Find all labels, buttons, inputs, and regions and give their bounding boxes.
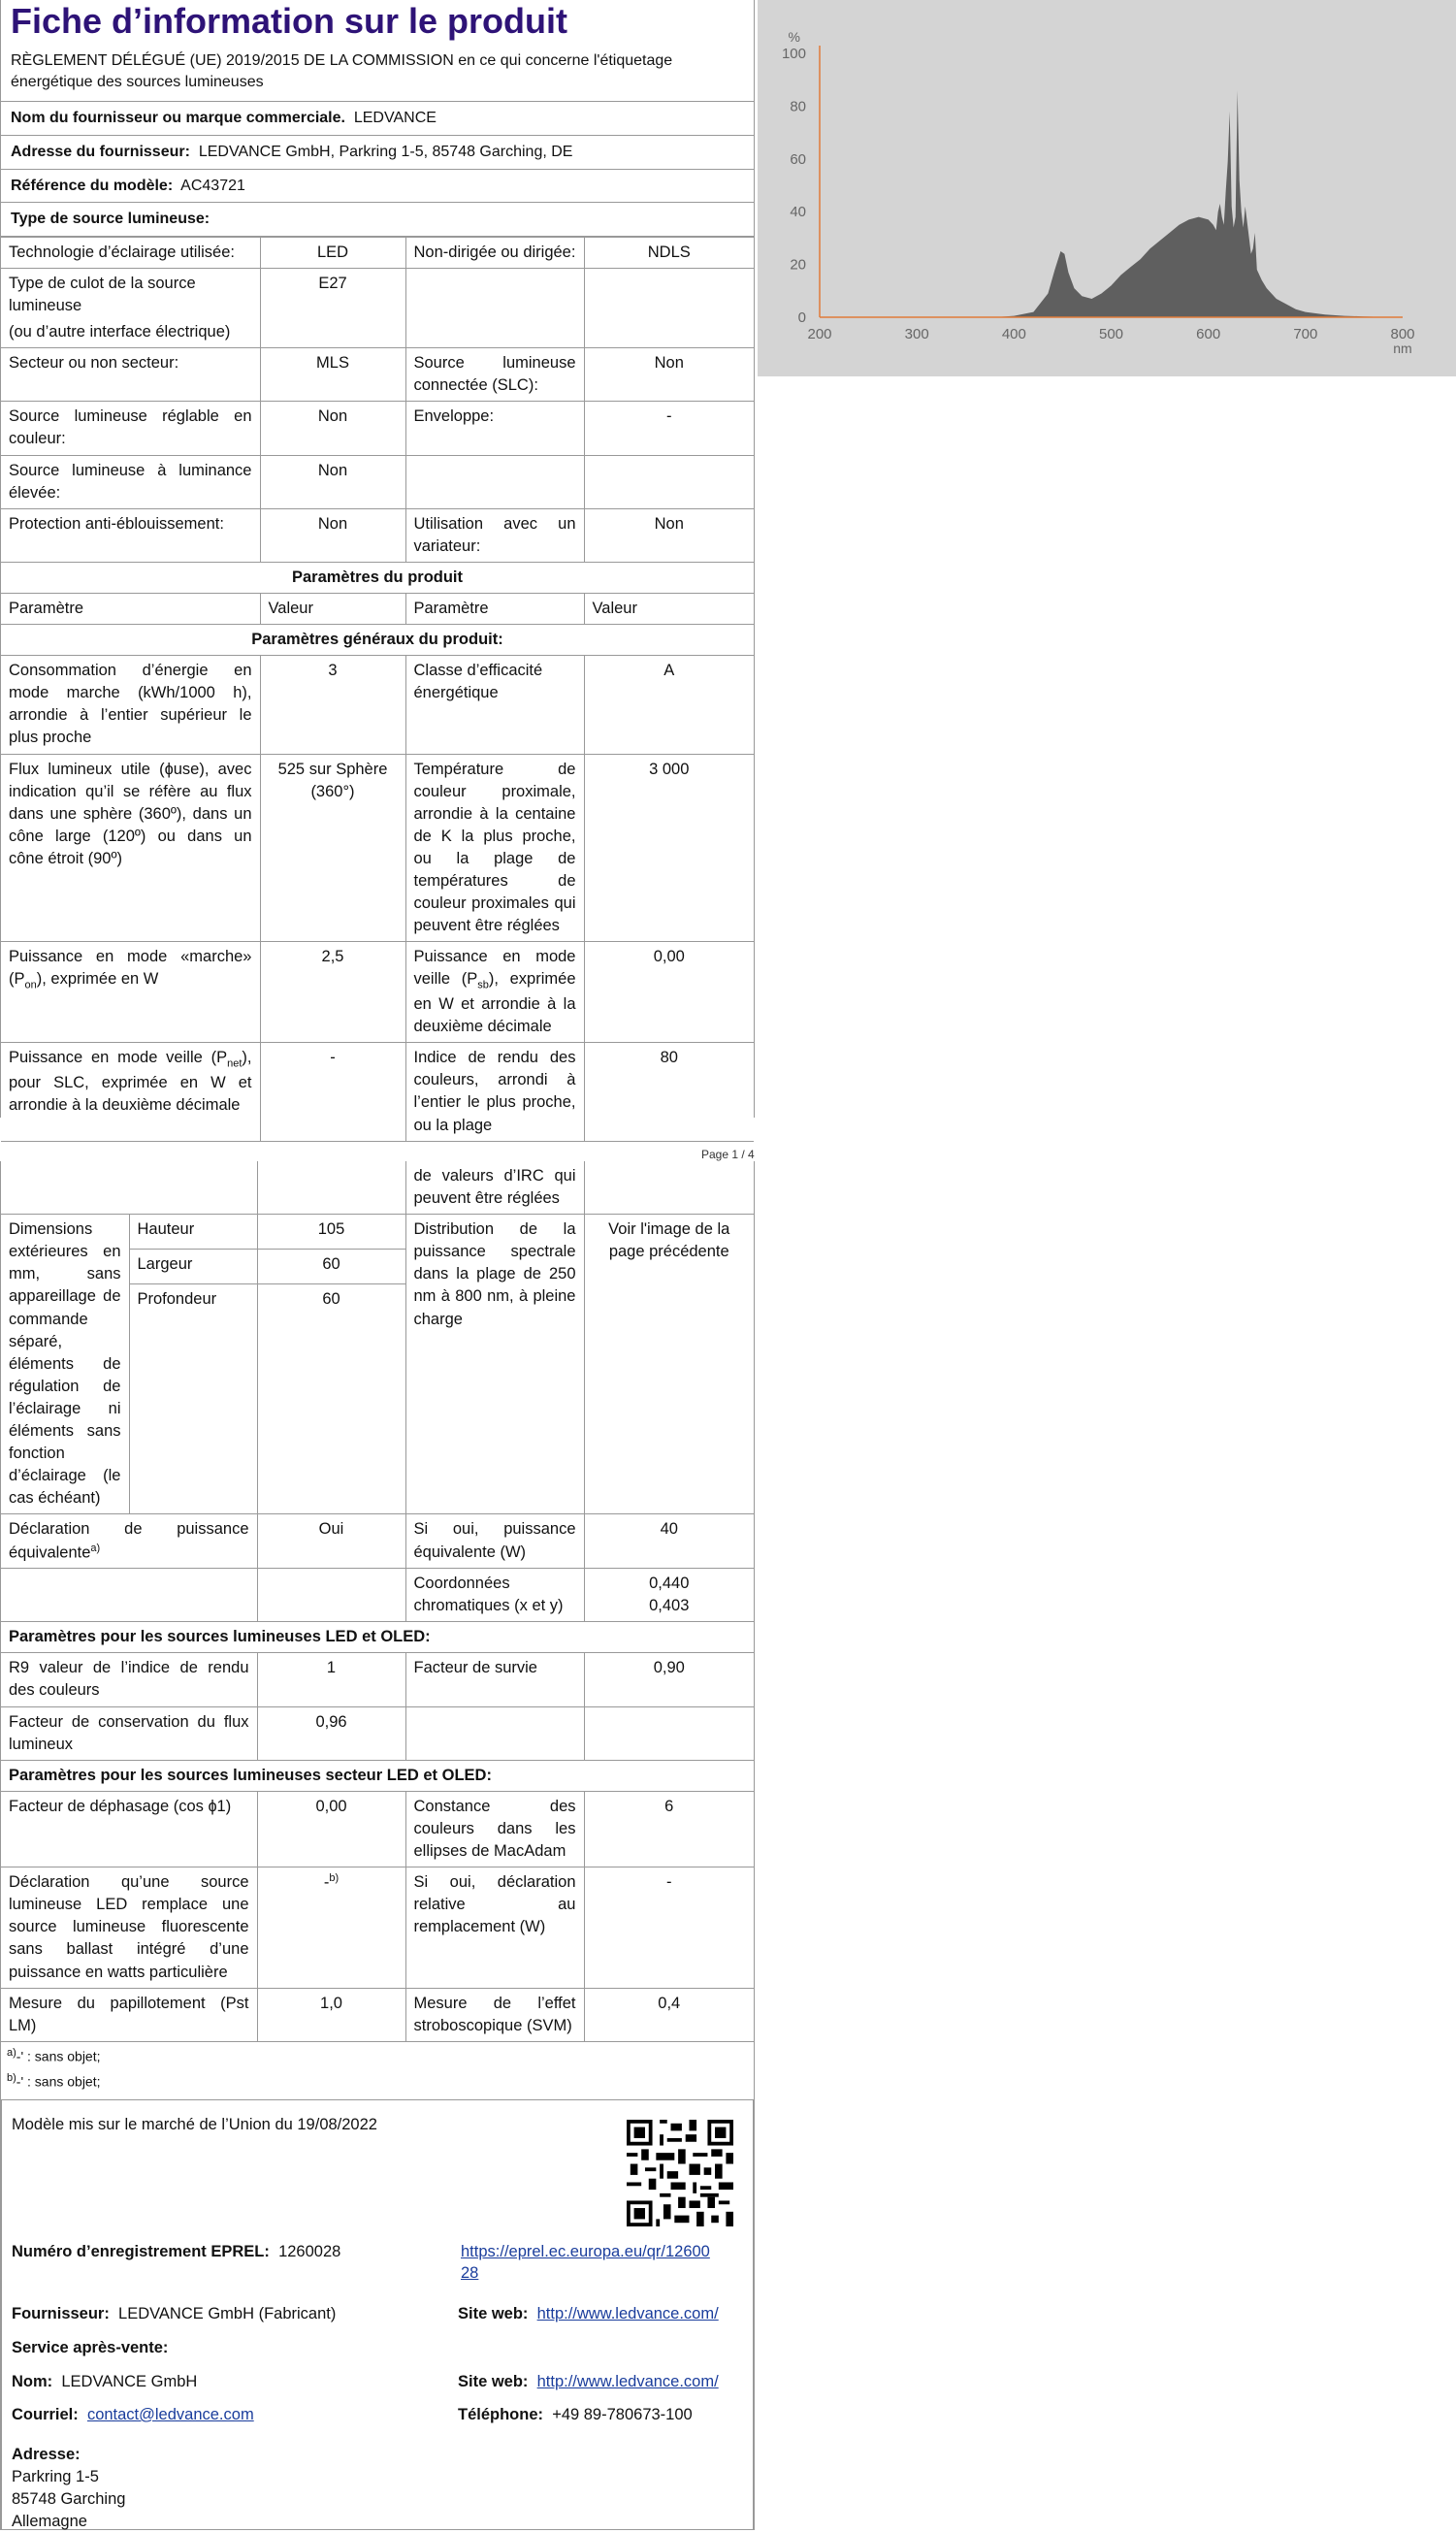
replacement-sup: b) xyxy=(329,1872,340,1885)
macadam-value: 6 xyxy=(584,1791,754,1867)
equivalent-power-label xyxy=(1,1514,257,1569)
table-row xyxy=(1,237,754,268)
qr-code-icon xyxy=(627,2120,733,2226)
column-header: Valeur xyxy=(584,593,754,624)
x-tick-label: 800 xyxy=(1390,326,1415,342)
table-cell xyxy=(584,1706,754,1760)
standby-power-value: 0,00 xyxy=(584,942,754,1043)
lumen-maintenance-label: Facteur de conservation du flux lumineux xyxy=(1,1706,257,1760)
table-cell: Non xyxy=(260,455,405,508)
x-tick-label: 400 xyxy=(1001,326,1026,342)
height-value: 105 xyxy=(257,1215,405,1250)
table-row xyxy=(1,508,754,562)
table-cell xyxy=(584,268,754,347)
equivalent-watt-value: 40 xyxy=(584,1514,754,1569)
column-header: Paramètre xyxy=(405,593,584,624)
market-date-text: Modèle mis sur le marché de l’Union du 19/08/2022 xyxy=(12,2115,377,2133)
networked-standby-label xyxy=(1,1043,260,1141)
consumption-value: 3 xyxy=(260,656,405,754)
macadam-label: Constance des couleurs dans les ellipses de MacAdam xyxy=(405,1791,584,1867)
flux-value: 525 sur Sphère (360°) xyxy=(260,754,405,942)
table-row xyxy=(1,348,754,402)
phone-label: Téléphone: xyxy=(458,2405,544,2423)
replacement-power-value: - xyxy=(584,1867,754,1988)
table-cell: Technologie d’éclairage utilisée: xyxy=(1,237,260,268)
x-tick-label: 200 xyxy=(807,326,832,342)
r9-value: 1 xyxy=(257,1653,405,1706)
equivalent-watt-label: Si oui, puissance équivalente (W) xyxy=(405,1514,584,1569)
networked-standby-value: - xyxy=(260,1043,405,1141)
dimensions-label: Dimensions extérieures en mm, sans appareillage de commande séparé, éléments de régulation de l’éclairage ni éléments sans fonction d’éclairage (le cas échéant) xyxy=(1,1215,129,1514)
footnotes xyxy=(1,2042,754,2095)
website-link[interactable]: http://www.ledvance.com/ xyxy=(536,2304,719,2322)
address-label: Adresse: xyxy=(12,2445,81,2463)
chromaticity-label: Coordonnées chromatiques (x et y) xyxy=(405,1569,584,1622)
chromaticity-x: 0,440 xyxy=(649,1575,690,1593)
table-row xyxy=(1,1622,754,1653)
table-row xyxy=(1,1215,754,1250)
table-cell: Source lumineuse connectée (SLC): xyxy=(405,348,584,402)
cct-value: 3 000 xyxy=(584,754,754,942)
table-cell: Protection anti-éblouissement: xyxy=(1,508,260,562)
supplier-address-value: LEDVANCE GmbH, Parkring 1-5, 85748 Garching, DE xyxy=(198,143,573,160)
supplier-name-row xyxy=(1,102,754,136)
table-row xyxy=(1,1988,754,2041)
table-cell: Non xyxy=(260,508,405,562)
y-tick-label: 40 xyxy=(790,204,806,221)
website-label: Site web: xyxy=(458,2304,529,2322)
table-row xyxy=(1,1043,754,1141)
eprel-row xyxy=(12,2241,340,2262)
address-block xyxy=(12,2444,125,2533)
depth-value: 60 xyxy=(257,1284,405,1514)
on-power-label xyxy=(1,942,260,1043)
footnote-a xyxy=(7,2046,748,2066)
table-cell xyxy=(405,268,584,347)
table-cell: LED xyxy=(260,237,405,268)
spd-label: Distribution de la puissance spectrale dans la plage de 250 nm à 800 nm, à pleine charge xyxy=(405,1215,584,1514)
table-cell xyxy=(1,268,260,347)
footer-box xyxy=(1,2099,754,2530)
email-label: Courriel: xyxy=(12,2405,79,2423)
table-row xyxy=(1,562,754,593)
chromaticity-y: 0,403 xyxy=(649,1597,690,1615)
standby-power-label-a: Puissance en mode veille (P xyxy=(413,948,576,989)
replacement-value xyxy=(257,1867,405,1988)
table-row xyxy=(1,942,754,1043)
table-cell xyxy=(257,1161,405,1215)
width-label: Largeur xyxy=(129,1250,257,1284)
address-line: 85748 Garching xyxy=(12,2490,126,2509)
table-row xyxy=(1,402,754,455)
eprel-value: 1260028 xyxy=(278,2242,341,2260)
height-label: Hauteur xyxy=(129,1215,257,1250)
survival-label: Facteur de survie xyxy=(405,1653,584,1706)
page-number: Page 1 / 4 xyxy=(701,1148,755,1161)
table-cell: Non-dirigée ou dirigée: xyxy=(405,237,584,268)
lumen-maintenance-value: 0,96 xyxy=(257,1706,405,1760)
x-tick-label: 600 xyxy=(1196,326,1221,342)
source-type-heading-text: Type de source lumineuse: xyxy=(11,211,210,228)
table-row xyxy=(1,1706,754,1760)
phone-value: +49 89-780673-100 xyxy=(552,2405,693,2423)
table-cell: E27 xyxy=(260,268,405,347)
table-cell: NDLS xyxy=(584,237,754,268)
table-cell xyxy=(405,455,584,508)
supplier-label: Fournisseur: xyxy=(12,2304,110,2322)
y-tick-label: 60 xyxy=(790,150,806,168)
column-header: Paramètre xyxy=(1,593,260,624)
cosphi-label: Facteur de déphasage (cos ɸ1) xyxy=(1,1791,257,1867)
networked-standby-label-a: Puissance en mode veille (P xyxy=(9,1049,228,1067)
cri-value: 80 xyxy=(584,1043,754,1141)
eprel-link[interactable]: https://eprel.ec.europa.eu/qr/1260028 xyxy=(461,2242,710,2283)
equivalent-power-label-text: Déclaration de puissance équivalente xyxy=(9,1520,249,1561)
replacement-power-label: Si oui, déclaration relative au remplacement (W) xyxy=(405,1867,584,1988)
on-power-label-b: ), exprimée en W xyxy=(36,970,159,989)
cri-label: Indice de rendu des couleurs, arrondi à l’entier le plus proche, ou la plage xyxy=(405,1043,584,1141)
replacement-value-text: - xyxy=(323,1873,330,1892)
table-cell xyxy=(584,1161,754,1215)
table-row xyxy=(1,1867,754,1988)
footnote-b xyxy=(7,2071,748,2092)
table-row xyxy=(1,1161,754,1215)
mains-params-heading: Paramètres pour les sources lumineuses secteur LED et OLED: xyxy=(1,1760,754,1791)
page-title: Fiche d’information sur le produit xyxy=(11,1,568,41)
after-sales-label: Service après-vente: xyxy=(12,2338,169,2356)
y-tick-label: 20 xyxy=(790,256,806,274)
width-value: 60 xyxy=(257,1250,405,1284)
spectral-chart xyxy=(758,0,1456,376)
equivalent-power-sup: a) xyxy=(90,1542,101,1554)
x-tick-label: 300 xyxy=(904,326,929,342)
stroboscopic-value: 0,4 xyxy=(584,1988,754,2041)
on-power-value: 2,5 xyxy=(260,942,405,1043)
cosphi-value: 0,00 xyxy=(257,1791,405,1867)
table-cell: Utilisation avec un variateur: xyxy=(405,508,584,562)
model-reference-label: Référence du modèle: xyxy=(11,177,174,194)
email-row xyxy=(12,2404,254,2425)
service-name-label: Nom: xyxy=(12,2372,53,2390)
y-tick-label: 80 xyxy=(790,98,806,115)
table-cell xyxy=(584,455,754,508)
model-reference-row xyxy=(1,170,754,204)
page-2 xyxy=(0,1161,755,2530)
consumption-label: Consommation d’énergie en mode marche (kWh/1000 h), arrondie à l’entier supérieur le plus proche xyxy=(1,656,260,754)
flicker-value: 1,0 xyxy=(257,1988,405,2041)
stroboscopic-label: Mesure de l’effet stroboscopique (SVM) xyxy=(405,1988,584,2041)
footnote-b-mark: b) xyxy=(7,2072,16,2085)
efficiency-class-value: A xyxy=(584,656,754,754)
cct-label: Température de couleur proximale, arrondie à la centaine de K la plus proche, ou la plage de températures de couleur proximales qui peuvent être réglées xyxy=(405,754,584,942)
supplier-address-label: Adresse du fournisseur: xyxy=(11,143,190,160)
replacement-label: Déclaration qu’une source lumineuse LED remplace une source lumineuse fluorescente sans ballast intégré d’une puissance en watts particulière xyxy=(1,1867,257,1988)
eprel-label: Numéro d’enregistrement EPREL: xyxy=(12,2242,270,2260)
footnote-b-text: -' : sans objet; xyxy=(16,2073,101,2090)
flux-label: Flux lumineux utile (ɸuse), avec indication qu’il se réfère au flux dans une sphère (360º), dans un cône large (120º) ou dans un cône étroit (90º) xyxy=(1,754,260,942)
on-power-sub: on xyxy=(24,979,37,991)
networked-standby-sub: net xyxy=(227,1057,243,1070)
supplier-name-value: LEDVANCE xyxy=(353,110,437,127)
cap-type-note: (ou d’autre interface électrique) xyxy=(9,323,231,341)
table-cell xyxy=(257,1569,405,1622)
survival-value: 0,90 xyxy=(584,1653,754,1706)
efficiency-class-label: Classe d’efficacité énergétique xyxy=(405,656,584,754)
supplier-name-label: Nom du fournisseur ou marque commerciale. xyxy=(11,110,345,127)
table-row xyxy=(1,1653,754,1706)
depth-label: Profondeur xyxy=(129,1284,257,1514)
y-unit-label: % xyxy=(788,29,800,45)
table-cell: MLS xyxy=(260,348,405,402)
table-row xyxy=(1,1760,754,1791)
x-tick-label: 500 xyxy=(1098,326,1124,342)
x-tick-label: 700 xyxy=(1293,326,1318,342)
supplier-address-row xyxy=(1,136,754,170)
x-unit-label: nm xyxy=(1393,341,1412,356)
table-cell: Non xyxy=(584,508,754,562)
table-cell xyxy=(1,1161,257,1215)
source-type-table xyxy=(1,237,754,1142)
cri-label-continued: de valeurs d’IRC qui peuvent être réglées xyxy=(405,1161,584,1215)
source-type-heading xyxy=(1,203,754,237)
table-row xyxy=(1,1791,754,1867)
table-cell xyxy=(1,1569,257,1622)
phone-row xyxy=(458,2404,693,2425)
table-row xyxy=(1,593,754,624)
table-cell: Non xyxy=(584,348,754,402)
page-1 xyxy=(0,0,755,1134)
table-cell: Enveloppe: xyxy=(405,402,584,455)
table-row xyxy=(1,268,754,347)
email-link[interactable]: contact@ledvance.com xyxy=(86,2405,254,2423)
networked-standby-label-b: ), pour SLC, exprimée en W et arrondie à la deuxième décimale xyxy=(9,1049,252,1115)
model-reference-value: AC43721 xyxy=(180,177,245,194)
spectral-chart-svg xyxy=(758,0,1456,376)
table-cell: - xyxy=(584,402,754,455)
cap-type-label: Type de culot de la source lumineuse xyxy=(9,274,196,314)
service-name-value: LEDVANCE GmbH xyxy=(61,2372,198,2390)
y-tick-label: 100 xyxy=(781,46,806,62)
address-line: Parkring 1-5 xyxy=(12,2467,99,2485)
service-name-row xyxy=(12,2371,197,2392)
on-power-label-a: Puissance en mode «marche» (P xyxy=(9,948,252,989)
regulation-subtitle: RÈGLEMENT DÉLÉGUÉ (UE) 2019/2015 DE LA COMMISSION en ce qui concerne l'étiquetage énergétique des sources lumineuses xyxy=(1,41,754,103)
standby-power-sub: sb xyxy=(477,979,489,991)
table-row xyxy=(1,1514,754,1569)
r9-label: R9 valeur de l’indice de rendu des couleurs xyxy=(1,1653,257,1706)
product-params-heading: Paramètres du produit xyxy=(1,562,754,593)
table-row xyxy=(1,625,754,656)
spectrum-area xyxy=(994,90,1403,317)
table-row xyxy=(1,455,754,508)
led-params-heading: Paramètres pour les sources lumineuses LED et OLED: xyxy=(1,1622,754,1653)
table-cell: Source lumineuse à luminance élevée: xyxy=(1,455,260,508)
standby-power-label-b: ), exprimée en W et arrondie à la deuxième décimale xyxy=(413,970,576,1036)
service-website-link[interactable]: http://www.ledvance.com/ xyxy=(536,2372,719,2390)
chromaticity-value xyxy=(584,1569,754,1622)
table-row xyxy=(1,656,754,754)
general-params-heading: Paramètres généraux du produit: xyxy=(1,625,754,656)
supplier-row xyxy=(12,2303,336,2324)
table-row xyxy=(1,754,754,942)
params-continued-table xyxy=(1,1161,754,2042)
table-cell: Source lumineuse réglable en couleur: xyxy=(1,402,260,455)
table-cell: Secteur ou non secteur: xyxy=(1,348,260,402)
column-header: Valeur xyxy=(260,593,405,624)
service-website-label: Site web: xyxy=(458,2372,529,2390)
footnote-a-text: -' : sans objet; xyxy=(16,2048,101,2064)
website-row xyxy=(458,2303,719,2324)
flicker-label: Mesure du papillotement (Pst LM) xyxy=(1,1988,257,2041)
footnote-a-mark: a) xyxy=(7,2046,16,2059)
supplier-value: LEDVANCE GmbH (Fabricant) xyxy=(118,2304,337,2322)
address-line: Allemagne xyxy=(12,2513,87,2531)
table-cell: Non xyxy=(260,402,405,455)
spd-value: Voir l'image de la page précédente xyxy=(584,1215,754,1514)
table-cell xyxy=(405,1706,584,1760)
service-website-row xyxy=(458,2371,719,2392)
standby-power-label xyxy=(405,942,584,1043)
equivalent-power-value: Oui xyxy=(257,1514,405,1569)
table-row xyxy=(1,1569,754,1622)
y-tick-label: 0 xyxy=(797,309,806,326)
